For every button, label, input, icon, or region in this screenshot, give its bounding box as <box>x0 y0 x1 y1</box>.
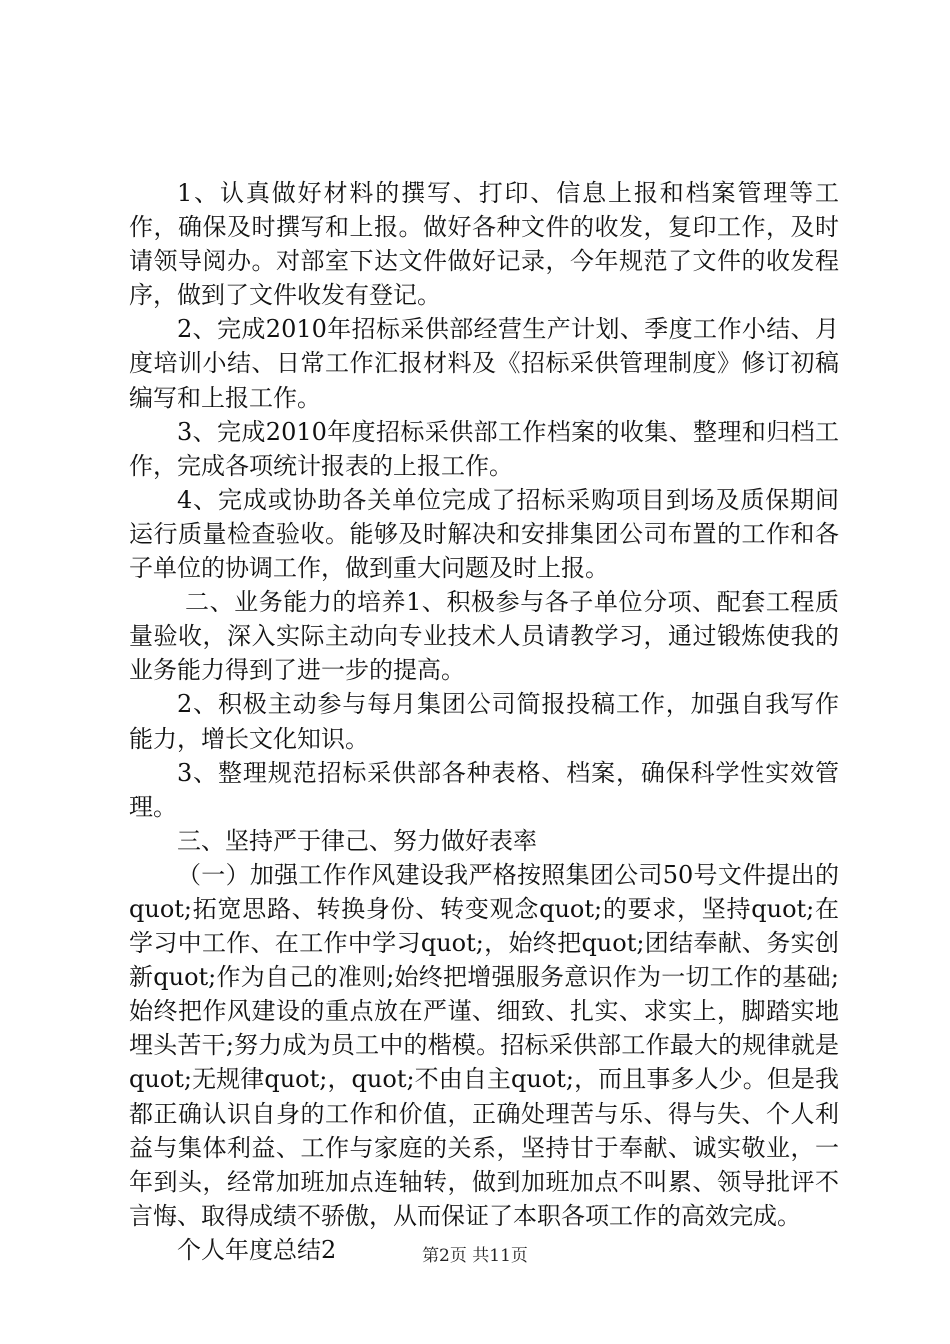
paragraph-subsection-1: （一）加强工作作风建设我严格按照集团公司50号文件提出的quot;拓宽思路、转换身份、转变观念quot;的要求，坚持quot;在学习中工作、在工作中学习quot;，始终把quot;团结奉献、务实创新quot;作为自己的准则;始终把增强服务意识作为一切工作的基础;始终把作风建设的重点放在严谨、细致、扎实、求实上，脚踏实地埋头苦干;努力成为员工中的楷模。招标采供部工作最大的规律就是quot;无规律quot;，quot;不由自主quot;，而且事多人少。但是我都正确认识自身的工作和价值，正确处理苦与乐、得与失、个人利益与集体利益、工作与家庭的关系，坚持甘于奉献、诚实敬业，一年到头，经常加班加点连轴转，做到加班加点不叫累、领导批评不言悔、取得成绩不骄傲，从而保证了本职各项工作的高效完成。 <box>129 860 839 1230</box>
next-document-title: 个人年度总结2 <box>177 1235 337 1264</box>
document-body <box>129 176 839 1267</box>
paragraph-item-2: 2、完成2010年招标采供部经营生产计划、季度工作小结、月度培训小结、日常工作汇报材料及《招标采供管理制度》修订初稿编写和上报工作。 <box>129 315 839 412</box>
paragraph-item-4: 4、完成或协助各关单位完成了招标采购项目到场及质保期间运行质量检查验收。能够及时解决和安排集团公司布置的工作和各子单位的协调工作，做到重大问题及时上报。 <box>129 485 839 583</box>
paragraph-item-1: 1、认真做好材料的撰写、打印、信息上报和档案管理等工作，确保及时撰写和上报。做好各种文件的收发，复印工作，及时请领导阅办。对部室下达文件做好记录，今年规范了文件的收发程序，做到了文件收发有登记。 <box>129 179 839 310</box>
section-heading-3: 三、坚持严于律己、努力做好表率 <box>177 826 537 855</box>
paragraph-item-3: 3、完成2010年度招标采供部工作档案的收集、整理和归档工作，完成各项统计报表的上报工作。 <box>129 417 839 480</box>
paragraph-item-2-3: 3、整理规范招标采供部各种表格、档案，确保科学性实效管理。 <box>129 758 839 821</box>
paragraph-item-2-2: 2、积极主动参与每月集团公司简报投稿工作，加强自我写作能力，增长文化知识。 <box>129 690 839 753</box>
page-number-footer: 第2页 共11页 <box>422 1246 528 1266</box>
section-heading-2: 二、业务能力的培养1、积极参与各子单位分项、配套工程质量验收，深入实际主动向专业技术人员请教学习，通过锻炼使我的业务能力得到了进一步的提高。 <box>129 588 839 685</box>
